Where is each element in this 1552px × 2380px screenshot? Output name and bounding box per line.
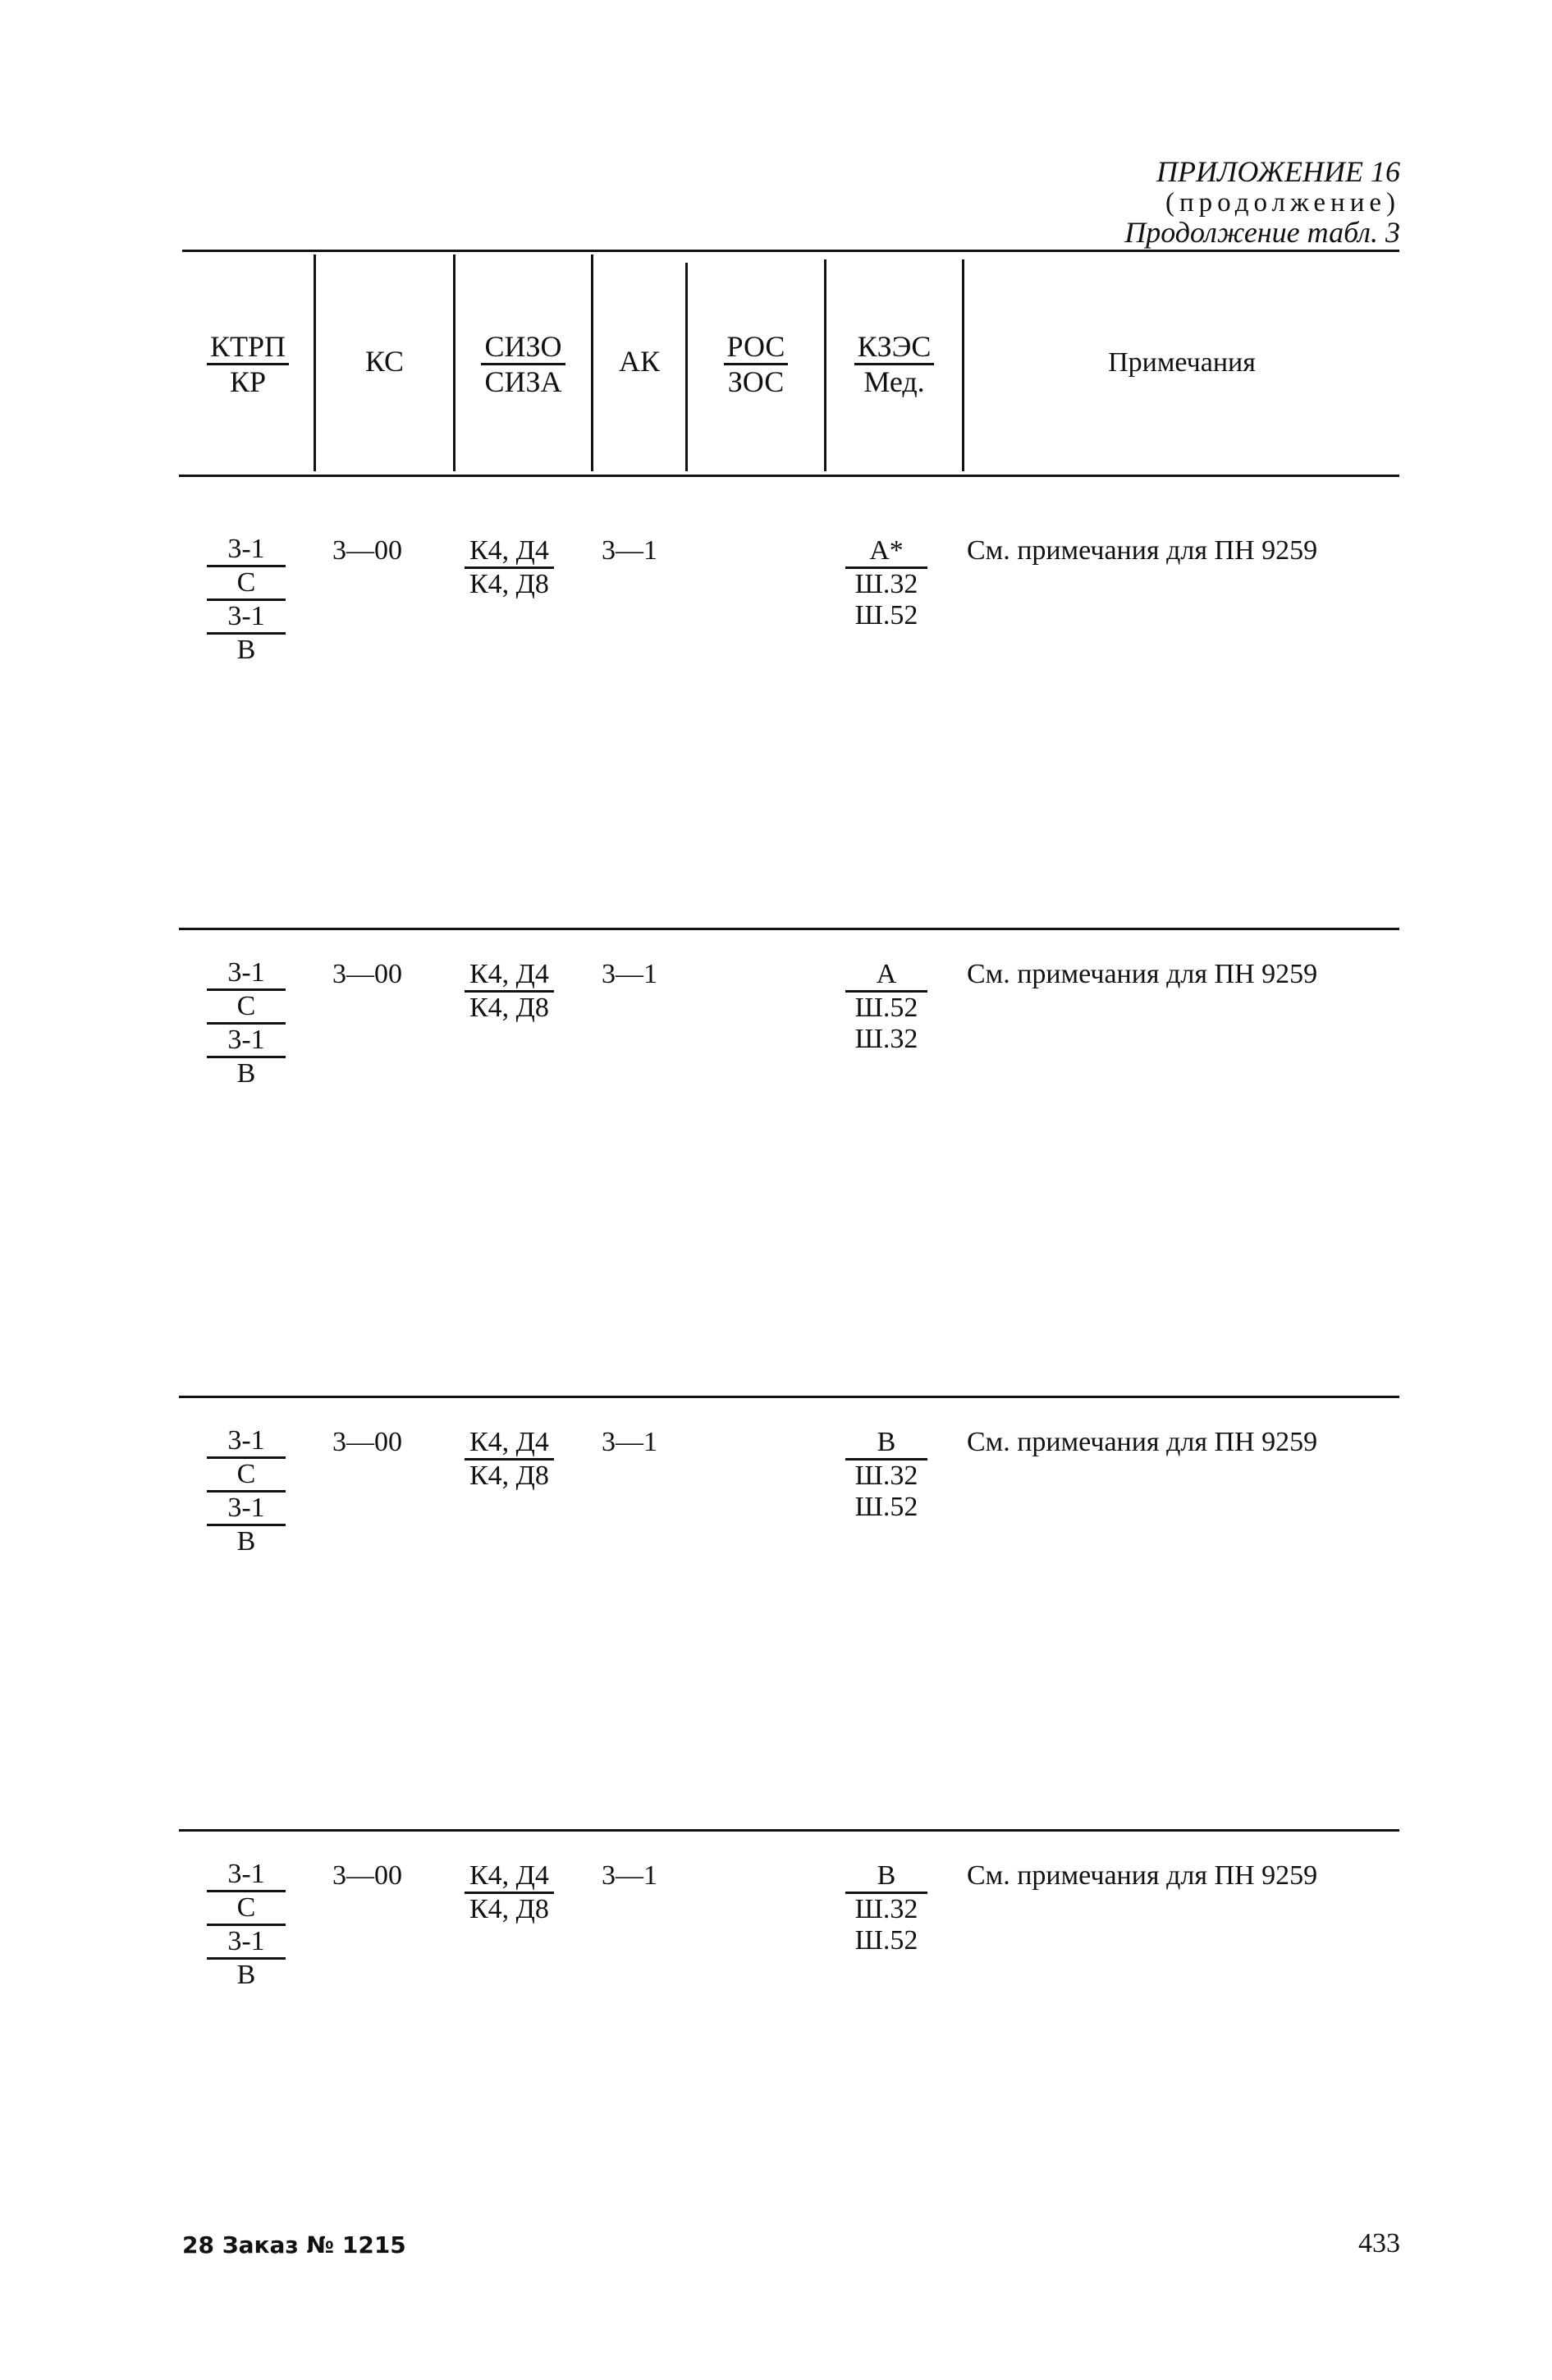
row-rule-2 bbox=[179, 1396, 1399, 1398]
continuation-label: (продолжение) bbox=[1165, 188, 1400, 218]
table-top-rule bbox=[182, 250, 1399, 252]
table-row-1-sizo: К4, Д4 К4, Д8 bbox=[465, 535, 554, 600]
page-number: 433 bbox=[1358, 2228, 1400, 2258]
table-row-1-ks: 3—00 bbox=[332, 535, 402, 566]
table-row-4-note: См. примечания для ПН 9259 bbox=[967, 1860, 1318, 1891]
table-row-1-kzes: А* Ш.32 Ш.52 bbox=[845, 535, 927, 631]
row-rule-3 bbox=[179, 1829, 1399, 1832]
table-row-2-ak: 3—1 bbox=[602, 959, 657, 989]
table-row-2-kzes: А Ш.52 Ш.32 bbox=[845, 959, 927, 1055]
header-ks: КС bbox=[364, 345, 405, 378]
table-row-2-note: См. примечания для ПН 9259 bbox=[967, 959, 1318, 989]
row-rule-1 bbox=[179, 928, 1399, 930]
header-ktrp: $\frac{\text{КТРП}}{КР}$ bbox=[182, 330, 314, 398]
table-row-4-sizo: К4, Д4 К4, Д8 bbox=[465, 1860, 554, 1925]
table-row-3-kzes: В Ш.32 Ш.52 bbox=[845, 1427, 927, 1523]
table-row-2-sizo: К4, Д4 К4, Д8 bbox=[465, 959, 554, 1024]
appendix-title: ПРИЛОЖЕНИЕ 16 bbox=[1156, 155, 1400, 188]
table-row-1-ktrp: 3-1 С 3-1 В bbox=[207, 534, 286, 666]
table-row-2-ktrp: 3-1 С 3-1 В bbox=[207, 957, 286, 1089]
table-row-4-ktrp: 3-1 С 3-1 В bbox=[207, 1859, 286, 1991]
table-row-1-ak: 3—1 bbox=[602, 535, 657, 566]
header-ak: АК bbox=[618, 345, 660, 378]
table-row-1-note: См. примечания для ПН 9259 bbox=[967, 535, 1318, 566]
table-row-3-note: См. примечания для ПН 9259 bbox=[967, 1427, 1318, 1457]
table-row-3-ak: 3—1 bbox=[602, 1427, 657, 1457]
header-kzes: $\frac{\text{КЗЭС}}{\text{Мед.}}$ bbox=[826, 330, 962, 398]
table-row-4-ak: 3—1 bbox=[602, 1860, 657, 1891]
table-row-4-kzes: В Ш.32 Ш.52 bbox=[845, 1860, 927, 1956]
table-continuation-label: Продолжение табл. 3 bbox=[1124, 216, 1400, 249]
header-notes: Примечания bbox=[1108, 347, 1256, 378]
table-row-3-sizo: К4, Д4 К4, Д8 bbox=[465, 1427, 554, 1492]
footer-order: 28 Заказ № 1215 bbox=[182, 2231, 406, 2258]
table-row-3-ks: 3—00 bbox=[332, 1427, 402, 1457]
header-sizo: $\frac{\text{СИЗО}}{\text{СИЗА}}$ bbox=[456, 330, 591, 398]
table-row-4-ks: 3—00 bbox=[332, 1860, 402, 1891]
header-ros: $\frac{\text{РОС}}{\text{ЗОС}}$ bbox=[688, 330, 824, 398]
header-bottom-rule bbox=[179, 475, 1399, 477]
table-row-3-ktrp: 3-1 С 3-1 В bbox=[207, 1425, 286, 1557]
table-row-2-ks: 3—00 bbox=[332, 959, 402, 989]
